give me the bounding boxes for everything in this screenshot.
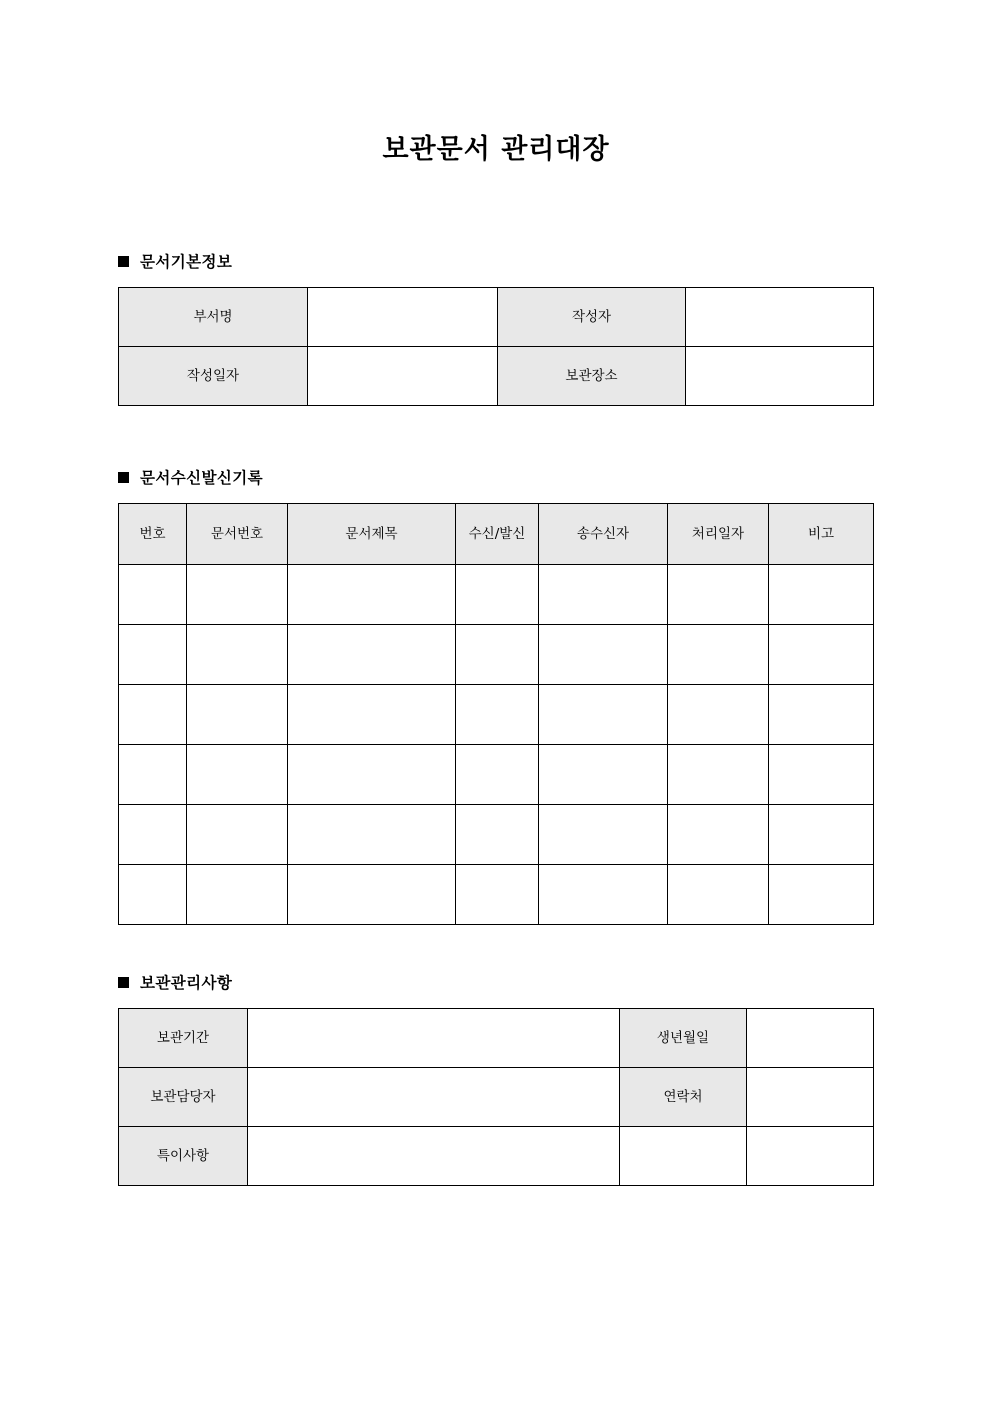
cell-document-number[interactable] bbox=[187, 625, 288, 685]
cell-document-title[interactable] bbox=[288, 565, 456, 625]
cell-document-title[interactable] bbox=[288, 685, 456, 745]
field-creation-date[interactable] bbox=[308, 347, 498, 406]
column-header-process-date: 처리일자 bbox=[668, 504, 769, 565]
field-storage-manager[interactable] bbox=[248, 1068, 620, 1127]
column-header-number: 번호 bbox=[119, 504, 187, 565]
table-row bbox=[119, 625, 874, 685]
table-row bbox=[119, 865, 874, 925]
section-heading-record bbox=[118, 466, 263, 488]
cell-document-title[interactable] bbox=[288, 625, 456, 685]
table-row bbox=[119, 347, 874, 406]
cell-number[interactable] bbox=[119, 625, 187, 685]
field-author[interactable] bbox=[686, 288, 874, 347]
field-contact[interactable] bbox=[747, 1068, 874, 1127]
square-bullet-icon bbox=[118, 256, 129, 267]
cell-document-number[interactable] bbox=[187, 745, 288, 805]
cell-remarks[interactable] bbox=[769, 865, 874, 925]
cell-number[interactable] bbox=[119, 865, 187, 925]
table-header-row bbox=[119, 504, 874, 565]
column-header-document-title: 문서제목 bbox=[288, 504, 456, 565]
cell-number[interactable] bbox=[119, 745, 187, 805]
label-contact: 연락처 bbox=[620, 1068, 747, 1127]
cell-document-number[interactable] bbox=[187, 805, 288, 865]
cell-process-date[interactable] bbox=[668, 565, 769, 625]
cell-number[interactable] bbox=[119, 565, 187, 625]
cell-receive-send[interactable] bbox=[456, 625, 539, 685]
field-special-notes-extra-1[interactable] bbox=[620, 1127, 747, 1186]
column-header-receive-send: 수신/발신 bbox=[456, 504, 539, 565]
cell-process-date[interactable] bbox=[668, 805, 769, 865]
label-storage-manager: 보관담당자 bbox=[119, 1068, 248, 1127]
section-heading-basic-info bbox=[118, 250, 232, 272]
section-heading-label: 문서기본정보 bbox=[140, 253, 233, 271]
field-storage-period[interactable] bbox=[248, 1009, 620, 1068]
field-storage-location[interactable] bbox=[686, 347, 874, 406]
table-row bbox=[119, 1009, 874, 1068]
label-creation-date: 작성일자 bbox=[119, 347, 308, 406]
column-header-remarks: 비고 bbox=[769, 504, 874, 565]
label-special-notes: 특이사항 bbox=[119, 1127, 248, 1186]
column-header-sender-receiver: 송수신자 bbox=[539, 504, 668, 565]
field-birth-date[interactable] bbox=[747, 1009, 874, 1068]
cell-document-number[interactable] bbox=[187, 565, 288, 625]
column-header-document-number: 문서번호 bbox=[187, 504, 288, 565]
cell-receive-send[interactable] bbox=[456, 745, 539, 805]
cell-document-number[interactable] bbox=[187, 865, 288, 925]
section-heading-label: 문서수신발신기록 bbox=[140, 469, 263, 487]
field-special-notes-extra-2[interactable] bbox=[747, 1127, 874, 1186]
label-birth-date: 생년월일 bbox=[620, 1009, 747, 1068]
square-bullet-icon bbox=[118, 977, 129, 988]
table-row bbox=[119, 685, 874, 745]
cell-sender-receiver[interactable] bbox=[539, 805, 668, 865]
cell-number[interactable] bbox=[119, 685, 187, 745]
field-department[interactable] bbox=[308, 288, 498, 347]
cell-sender-receiver[interactable] bbox=[539, 865, 668, 925]
record-table bbox=[118, 503, 874, 925]
label-storage-period: 보관기간 bbox=[119, 1009, 248, 1068]
cell-sender-receiver[interactable] bbox=[539, 685, 668, 745]
cell-remarks[interactable] bbox=[769, 565, 874, 625]
cell-document-title[interactable] bbox=[288, 865, 456, 925]
table-row bbox=[119, 288, 874, 347]
cell-receive-send[interactable] bbox=[456, 565, 539, 625]
table-row bbox=[119, 1127, 874, 1186]
cell-process-date[interactable] bbox=[668, 625, 769, 685]
cell-receive-send[interactable] bbox=[456, 685, 539, 745]
cell-receive-send[interactable] bbox=[456, 865, 539, 925]
cell-remarks[interactable] bbox=[769, 625, 874, 685]
cell-document-title[interactable] bbox=[288, 745, 456, 805]
cell-sender-receiver[interactable] bbox=[539, 625, 668, 685]
section-heading-manage bbox=[118, 971, 232, 993]
cell-process-date[interactable] bbox=[668, 865, 769, 925]
cell-document-number[interactable] bbox=[187, 685, 288, 745]
field-special-notes[interactable] bbox=[248, 1127, 620, 1186]
cell-remarks[interactable] bbox=[769, 805, 874, 865]
table-row bbox=[119, 805, 874, 865]
label-department: 부서명 bbox=[119, 288, 308, 347]
cell-sender-receiver[interactable] bbox=[539, 565, 668, 625]
page-title: 보관문서 관리대장 bbox=[382, 134, 610, 165]
cell-process-date[interactable] bbox=[668, 685, 769, 745]
cell-process-date[interactable] bbox=[668, 745, 769, 805]
basic-info-table bbox=[118, 287, 874, 406]
table-row bbox=[119, 1068, 874, 1127]
manage-info-table bbox=[118, 1008, 874, 1186]
cell-sender-receiver[interactable] bbox=[539, 745, 668, 805]
cell-receive-send[interactable] bbox=[456, 805, 539, 865]
table-row bbox=[119, 565, 874, 625]
cell-remarks[interactable] bbox=[769, 745, 874, 805]
cell-remarks[interactable] bbox=[769, 685, 874, 745]
square-bullet-icon bbox=[118, 472, 129, 483]
label-author: 작성자 bbox=[498, 288, 686, 347]
cell-document-title[interactable] bbox=[288, 805, 456, 865]
table-row bbox=[119, 745, 874, 805]
section-heading-label: 보관관리사항 bbox=[140, 974, 233, 992]
label-storage-location: 보관장소 bbox=[498, 347, 686, 406]
cell-number[interactable] bbox=[119, 805, 187, 865]
